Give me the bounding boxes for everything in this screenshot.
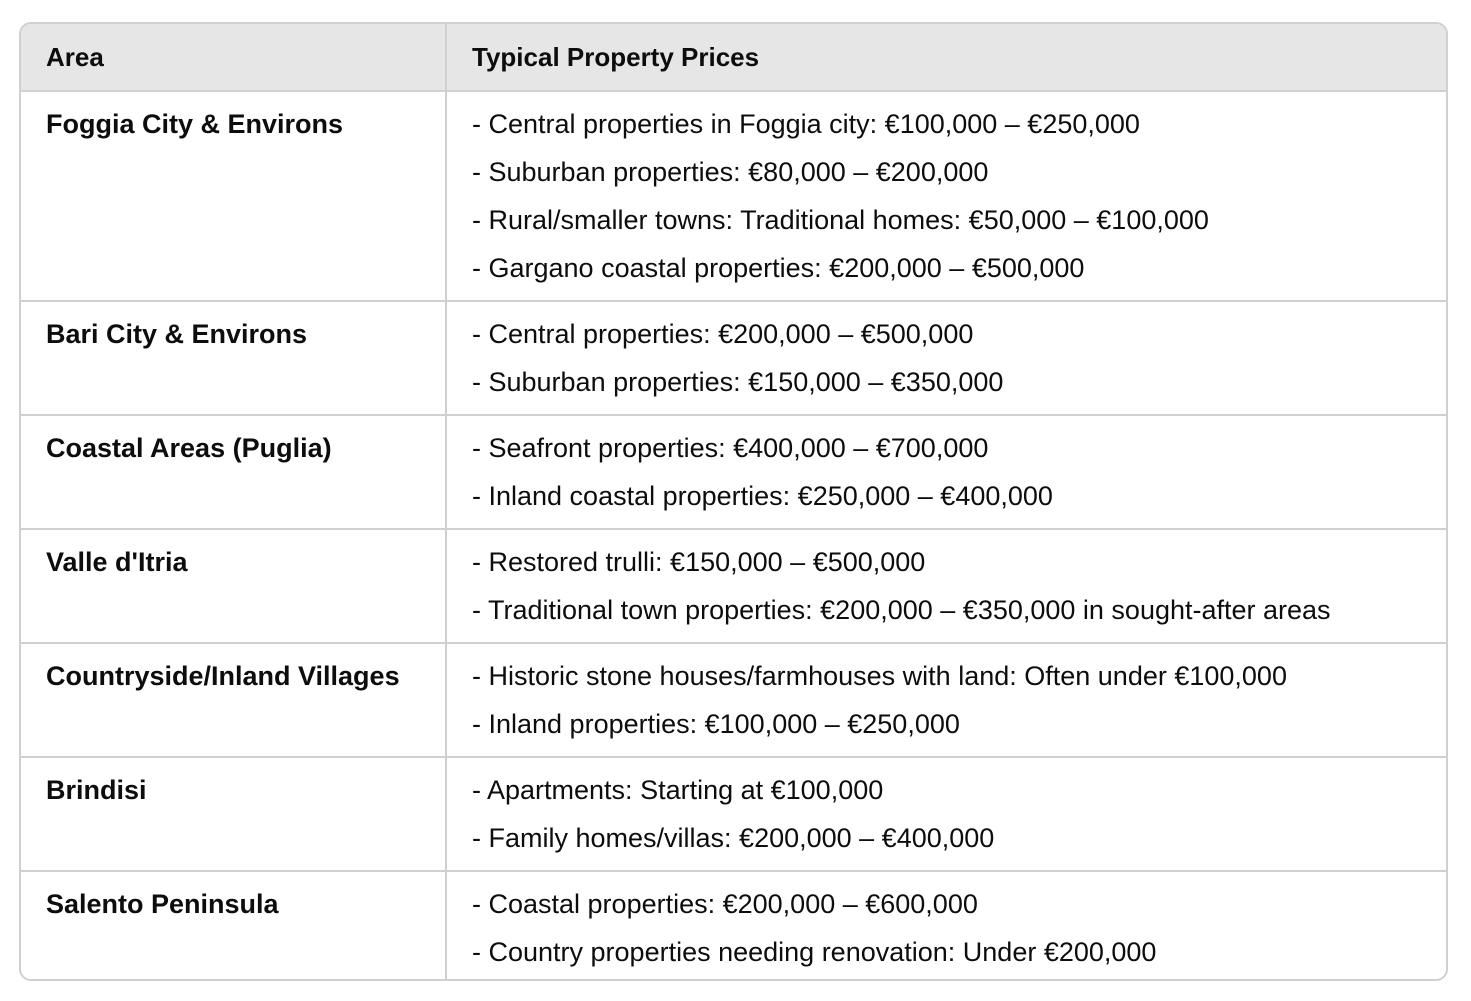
prices-cell bbox=[446, 301, 1446, 415]
price-line: - Apartments: Starting at €100,000 bbox=[472, 775, 884, 805]
table-row bbox=[21, 91, 1446, 301]
area-name: Countryside/Inland Villages bbox=[46, 661, 400, 691]
price-line: - Suburban properties: €150,000 – €350,000 bbox=[472, 367, 1004, 397]
area-name: Brindisi bbox=[46, 775, 147, 805]
price-line: - Family homes/villas: €200,000 – €400,000 bbox=[472, 823, 995, 853]
prices-cell bbox=[446, 871, 1446, 981]
prices-cell bbox=[446, 643, 1446, 757]
price-line: - Coastal properties: €200,000 – €600,000 bbox=[472, 889, 978, 919]
area-name: Salento Peninsula bbox=[46, 889, 279, 919]
price-line: - Inland coastal properties: €250,000 – €400,000 bbox=[472, 481, 1053, 511]
area-cell bbox=[21, 415, 446, 529]
price-line: - Country properties needing renovation: Under €200,000 bbox=[472, 937, 1157, 967]
area-cell bbox=[21, 91, 446, 301]
price-line: - Suburban properties: €80,000 – €200,000 bbox=[472, 157, 989, 187]
area-cell bbox=[21, 643, 446, 757]
area-cell bbox=[21, 301, 446, 415]
area-cell bbox=[21, 529, 446, 643]
table-row bbox=[21, 643, 1446, 757]
table-row bbox=[21, 415, 1446, 529]
price-line: - Gargano coastal properties: €200,000 – €500,000 bbox=[472, 253, 1085, 283]
price-line: - Central properties in Foggia city: €100,000 – €250,000 bbox=[472, 109, 1140, 139]
table-row bbox=[21, 757, 1446, 871]
price-line: - Rural/smaller towns: Traditional homes: €50,000 – €100,000 bbox=[472, 205, 1209, 235]
prices-cell bbox=[446, 529, 1446, 643]
area-name: Coastal Areas (Puglia) bbox=[46, 433, 332, 463]
price-line: - Restored trulli: €150,000 – €500,000 bbox=[472, 547, 926, 577]
price-line: - Inland properties: €100,000 – €250,000 bbox=[472, 709, 960, 739]
area-name: Valle d'Itria bbox=[46, 547, 188, 577]
area-name: Bari City & Environs bbox=[46, 319, 308, 349]
price-line: - Historic stone houses/farmhouses with land: Often under €100,000 bbox=[472, 661, 1287, 691]
property-prices-table bbox=[19, 22, 1448, 981]
area-cell bbox=[21, 871, 446, 981]
table-row bbox=[21, 301, 1446, 415]
price-line: - Seafront properties: €400,000 – €700,000 bbox=[472, 433, 989, 463]
price-line: - Central properties: €200,000 – €500,000 bbox=[472, 319, 974, 349]
area-cell bbox=[21, 757, 446, 871]
table-header-row bbox=[21, 24, 1446, 91]
prices-cell bbox=[446, 415, 1446, 529]
prices-cell bbox=[446, 91, 1446, 301]
prices-cell bbox=[446, 757, 1446, 871]
price-line: - Traditional town properties: €200,000 – €350,000 in sought-after areas bbox=[472, 595, 1331, 625]
table-row bbox=[21, 529, 1446, 643]
column-header-prices: Typical Property Prices bbox=[446, 24, 1446, 91]
table-row bbox=[21, 871, 1446, 981]
area-name: Foggia City & Environs bbox=[46, 109, 344, 139]
column-header-area: Area bbox=[21, 24, 446, 91]
